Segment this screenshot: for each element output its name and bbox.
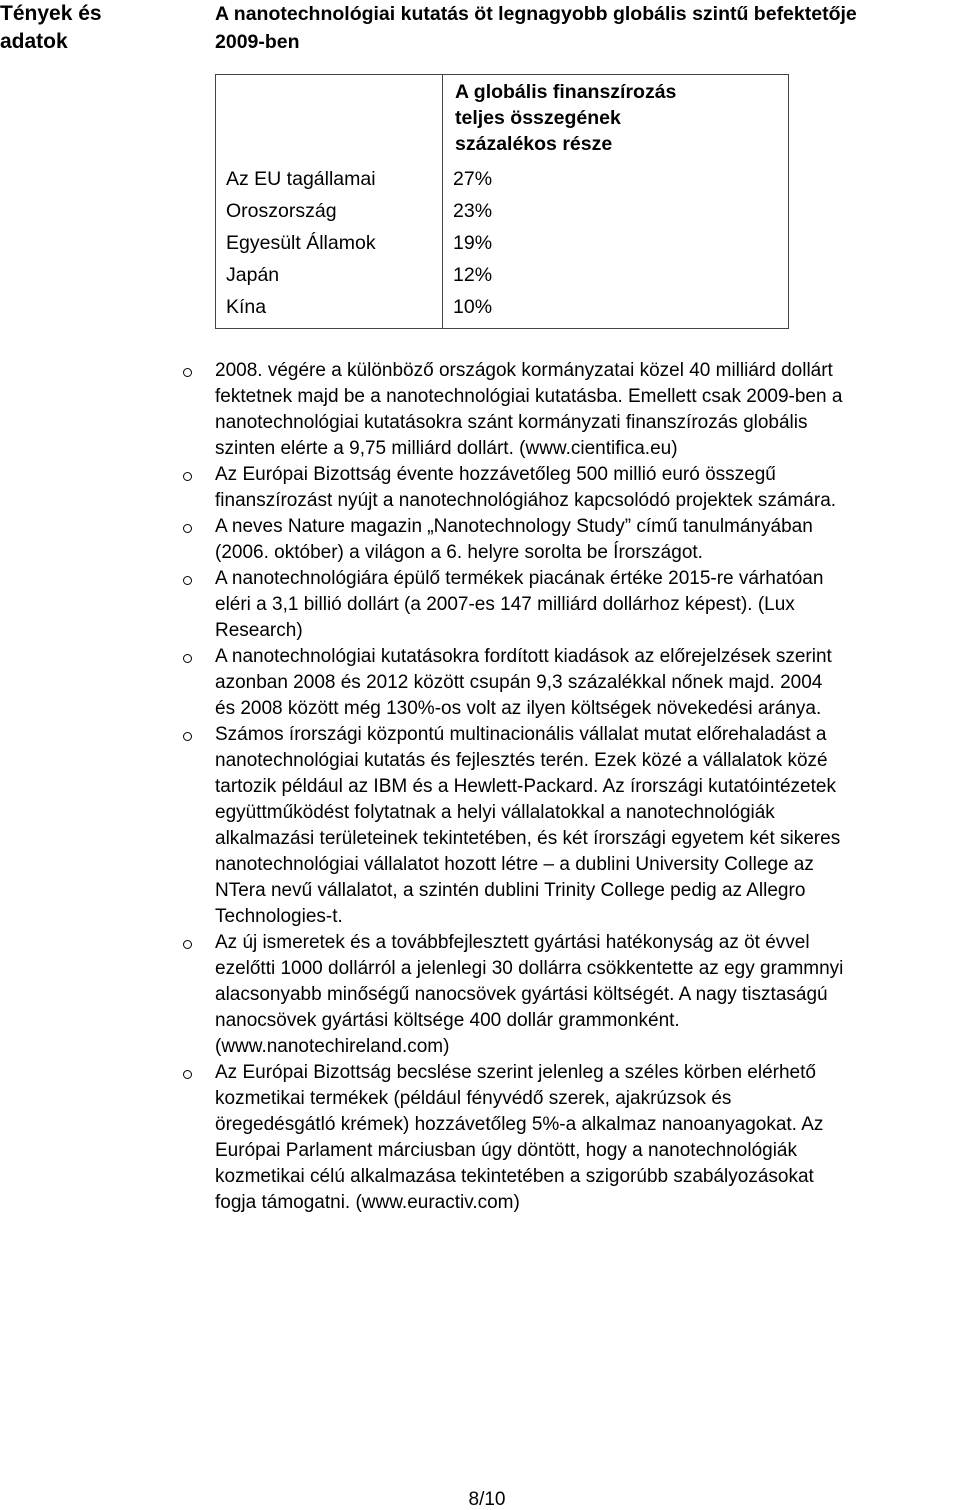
bullet-icon [183,732,192,741]
table-row [216,227,789,259]
list-item-line: Számos írországi központú multinacionális vállalat mutat előrehaladást a [215,724,827,745]
country-cell: Az EU tagállamai [216,163,443,195]
list-item-line: nanotechnológiai kutatás és fejlesztés terén. Ezek közé a vállalatok közé [215,750,828,771]
side-heading-line: Tények és [0,2,102,25]
list-item-line: fogja támogatni. (www.euractiv.com) [215,1192,520,1213]
list-item-line: A nanotechnológiára épülő termékek piacának értéke 2015-re várhatóan [215,568,824,589]
list-item-line: ezelőtti 1000 dollárról a jelenlegi 30 dollárra csökkentette az egy grammnyi [215,958,844,979]
table-header-row [216,75,789,164]
list-item [0,722,960,930]
country-cell: Oroszország [216,195,443,227]
list-item [0,1060,960,1216]
bullet-icon [183,524,192,533]
country-cell: Egyesült Államok [216,227,443,259]
bullet-icon [183,368,192,377]
list-item-line: azonban 2008 és 2012 között csupán 9,3 százalékkal nőnek majd. 2004 [215,672,823,693]
list-item-line: szinten elérte a 9,75 milliárd dollárt. (www.cientifica.eu) [215,438,678,459]
list-item-line: (www.nanotechireland.com) [215,1036,450,1057]
table-row [216,195,789,227]
list-item-line: alacsonyabb minőségű nanocsövek gyártási költségét. A nagy tisztaságú [215,984,828,1005]
table-row [216,291,789,329]
list-item-line: Az Európai Bizottság évente hozzávetőleg 500 millió euró összegű [215,464,776,485]
list-item-line: A neves Nature magazin „Nanotechnology Study” című tanulmányában [215,516,813,537]
list-item-line: fektetnek majd be a nanotechnológiai kutatásba. Emellett csak 2009-ben a [215,386,843,407]
country-cell: Japán [216,259,443,291]
bullet-icon [183,576,192,585]
table-corner-cell [216,75,443,164]
list-item-line: NTera nevű vállalatot, a szintén dublini Trinity College pedig az Allegro [215,880,806,901]
list-item-line: Technologies-t. [215,906,343,927]
list-item-line: nanotechnológiai kutatásokra szánt kormányzati finanszírozás globális [215,412,808,433]
list-item-line: alkalmazási területeinek tekintetében, és két írországi egyetem két sikeres [215,828,841,849]
page-number: 8/10 [468,1489,506,1510]
side-heading [0,0,140,56]
section-title [215,0,960,56]
bullet-icon [183,940,192,949]
list-item-line: nanocsövek gyártási költsége 400 dollár grammonként. [215,1010,680,1031]
list-item-line: Európai Parlament márciusban úgy döntött, hogy a nanotechnológiák [215,1140,797,1161]
list-item-line: A nanotechnológiai kutatásokra fordított kiadások az előrejelzések szerint [215,646,832,667]
list-item-line: finanszírozást nyújt a nanotechnológiához kapcsolódó projektek számára. [215,490,837,511]
list-item-line: és 2008 között még 130%-os volt az ilyen költségek növekedési aránya. [215,698,822,719]
section-title-line: A nanotechnológiai kutatás öt legnagyobb globális szintű befektetője [215,3,857,25]
list-item-line: kozmetikai célú alkalmazása tekintetében a szigorúbb szabályozásokat [215,1166,814,1187]
table-row [216,163,789,195]
list-item-line: Az Európai Bizottság becslése szerint jelenleg a széles körben elérhető [215,1062,816,1083]
country-cell: Kína [216,291,443,329]
share-cell: 23% [453,200,493,222]
share-cell: 27% [453,168,493,190]
list-item-line: eléri a 3,1 billió dollárt (a 2007-es 147 milliárd dollárhoz képest). (Lux [215,594,795,615]
column-header-line: A globális finanszírozás [455,81,677,103]
list-item-line: Research) [215,620,303,641]
list-item-line: (2006. október) a világon a 6. helyre sorolta be Írországot. [215,542,703,563]
table-row [216,259,789,291]
share-column-header [443,75,789,164]
list-item [0,514,960,566]
list-item-line: kozmetikai termékek (például fényvédő szerek, ajakrúzsok és [215,1088,732,1109]
column-header-line: százalékos része [455,133,613,155]
list-item [0,566,960,644]
bullet-icon [183,654,192,663]
list-item-line: Az új ismeretek és a továbbfejlesztett gyártási hatékonyság az öt évvel [215,932,810,953]
bullet-icon [183,1070,192,1079]
list-item [0,930,960,1060]
side-heading-line: adatok [0,30,68,53]
list-item [0,462,960,514]
list-item-line: tartozik például az IBM és a Hewlett-Packard. Az írországi kutatóintézetek [215,776,836,797]
list-item-line: öregedésgátló krémek) hozzávetőleg 5%-a alkalmaz nanoanyagokat. Az [215,1114,824,1135]
list-item-line: nanotechnológiai vállalatot hozott létre – a dublini University College az [215,854,814,875]
section-title-line: 2009-ben [215,31,300,53]
list-item [0,358,960,462]
bullet-icon [183,472,192,481]
list-item [0,644,960,722]
list-item-line: 2008. végére a különböző országok kormányzatai közel 40 milliárd dollárt [215,360,833,381]
column-header-line: teljes összegének [455,107,621,129]
share-cell: 19% [453,232,493,254]
share-cell: 10% [453,296,493,318]
list-item-line: együttműködést folytatnak a helyi vállalatokkal a nanotechnológiák [215,802,775,823]
funding-share-table [215,74,789,329]
facts-bullet-list [0,358,960,1216]
share-cell: 12% [453,264,493,286]
